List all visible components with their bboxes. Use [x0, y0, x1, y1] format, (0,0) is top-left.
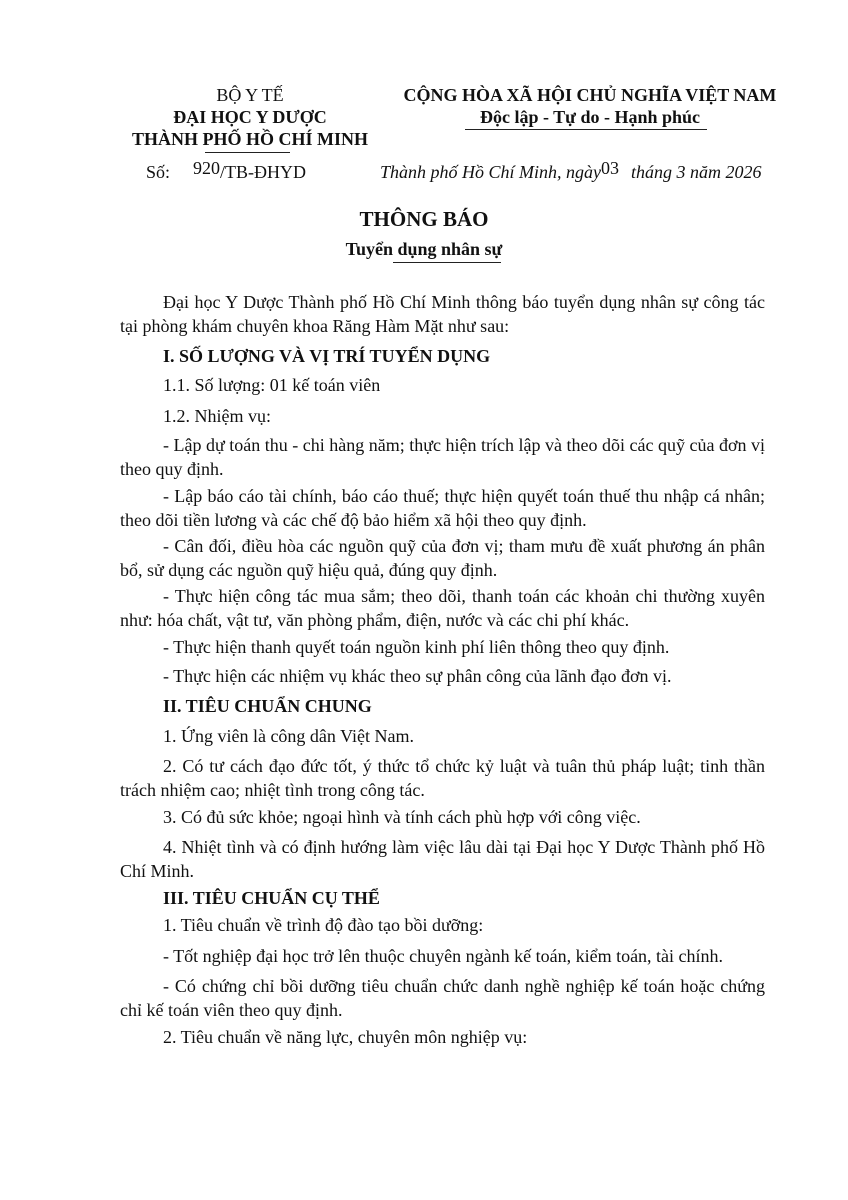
number-label: Số:: [146, 162, 171, 182]
number-value: 920: [193, 158, 221, 178]
duty-item: - Lập báo cáo tài chính, báo cáo thuế; thực hiện quyết toán thuế thu nhập cá nhân; theo dõi tiền lương và các chế độ bảo hiểm xã hội theo quy định.: [120, 486, 765, 530]
duty-item: - Thực hiện công tác mua sắm; theo dõi, thanh toán các khoản chi thường xuyên như: hóa chất, vật tư, văn phòng phẩm, điện, nước và các chi phí khác.: [120, 586, 765, 630]
section-1-item-1-1: 1.1. Số lượng: 01 kế toán viên: [163, 375, 381, 395]
criteria-item: 1. Ứng viên là công dân Việt Nam.: [163, 726, 414, 746]
subtitle-underline: [393, 262, 501, 263]
document-subtitle: Tuyển dụng nhân sự: [345, 239, 503, 259]
criteria-item: 3. Có đủ sức khỏe; ngoại hình và tính cách phù hợp với công việc.: [163, 807, 641, 827]
number-suffix: /TB-ĐHYD: [220, 162, 307, 182]
section-3-item-1-b: - Có chứng chỉ bồi dưỡng tiêu chuẩn chức danh nghề nghiệp kế toán hoặc chứng chỉ kế toán viên theo quy định.: [120, 976, 765, 1020]
date-suffix: tháng 3 năm 2026: [631, 162, 762, 182]
university-name-line2: THÀNH PHỐ HỒ CHÍ MINH: [131, 129, 368, 149]
national-motto: Độc lập - Tự do - Hạnh phúc: [479, 107, 701, 127]
duty-item: - Lập dự toán thu - chi hàng năm; thực hiện trích lập và theo dõi các quỹ của đơn vị theo quy định.: [120, 435, 765, 479]
university-name-line1: ĐẠI HỌC Y DƯỢC: [173, 107, 327, 127]
section-2-heading: II. TIÊU CHUẨN CHUNG: [163, 696, 372, 716]
section-1-item-1-2: 1.2. Nhiệm vụ:: [163, 406, 271, 426]
document-title: THÔNG BÁO: [359, 207, 489, 231]
criteria-item: 2. Có tư cách đạo đức tốt, ý thức tổ chức kỷ luật và tuân thủ pháp luật; tinh thần trách nhiệm cao; nhiệt tình trong công tác.: [120, 756, 765, 800]
document-date: [380, 160, 762, 184]
intro-paragraph: Đại học Y Dược Thành phố Hồ Chí Minh thông báo tuyển dụng nhân sự công tác tại phòng khám chuyên khoa Răng Hàm Mặt như sau:: [120, 292, 765, 336]
duty-item: - Thực hiện các nhiệm vụ khác theo sự phân công của lãnh đạo đơn vị.: [163, 666, 672, 686]
duty-item: - Cân đối, điều hòa các nguồn quỹ của đơn vị; tham mưu đề xuất phương án phân bổ, sử dụng các nguồn quỹ hiệu quả, đúng quy định.: [120, 536, 765, 580]
section-3-item-1: 1. Tiêu chuẩn về trình độ đào tạo bồi dưỡng:: [163, 915, 484, 935]
section-3-item-1-a: - Tốt nghiệp đại học trở lên thuộc chuyên ngành kế toán, kiểm toán, tài chính.: [163, 946, 724, 966]
section-3-heading: III. TIÊU CHUẨN CỤ THỂ: [163, 888, 380, 908]
section-3-item-2: 2. Tiêu chuẩn về năng lực, chuyên môn nghiệp vụ:: [163, 1027, 528, 1047]
country-name: CỘNG HÒA XÃ HỘI CHỦ NGHĨA VIỆT NAM: [403, 85, 777, 105]
ministry-name: BỘ Y TẾ: [216, 85, 284, 105]
motto-underline: [465, 129, 707, 130]
date-prefix: Thành phố Hồ Chí Minh, ngày: [380, 162, 602, 182]
criteria-item: 4. Nhiệt tình và có định hướng làm việc lâu dài tại Đại học Y Dược Thành phố Hồ Chí Minh.: [120, 837, 765, 881]
date-day: 03: [601, 158, 620, 178]
document-number: [146, 160, 306, 184]
duty-item: - Thực hiện thanh quyết toán nguồn kinh phí liên thông theo quy định.: [163, 637, 670, 657]
section-1-heading: I. SỐ LƯỢNG VÀ VỊ TRÍ TUYỂN DỤNG: [163, 346, 491, 366]
header-left-underline: [205, 152, 290, 153]
